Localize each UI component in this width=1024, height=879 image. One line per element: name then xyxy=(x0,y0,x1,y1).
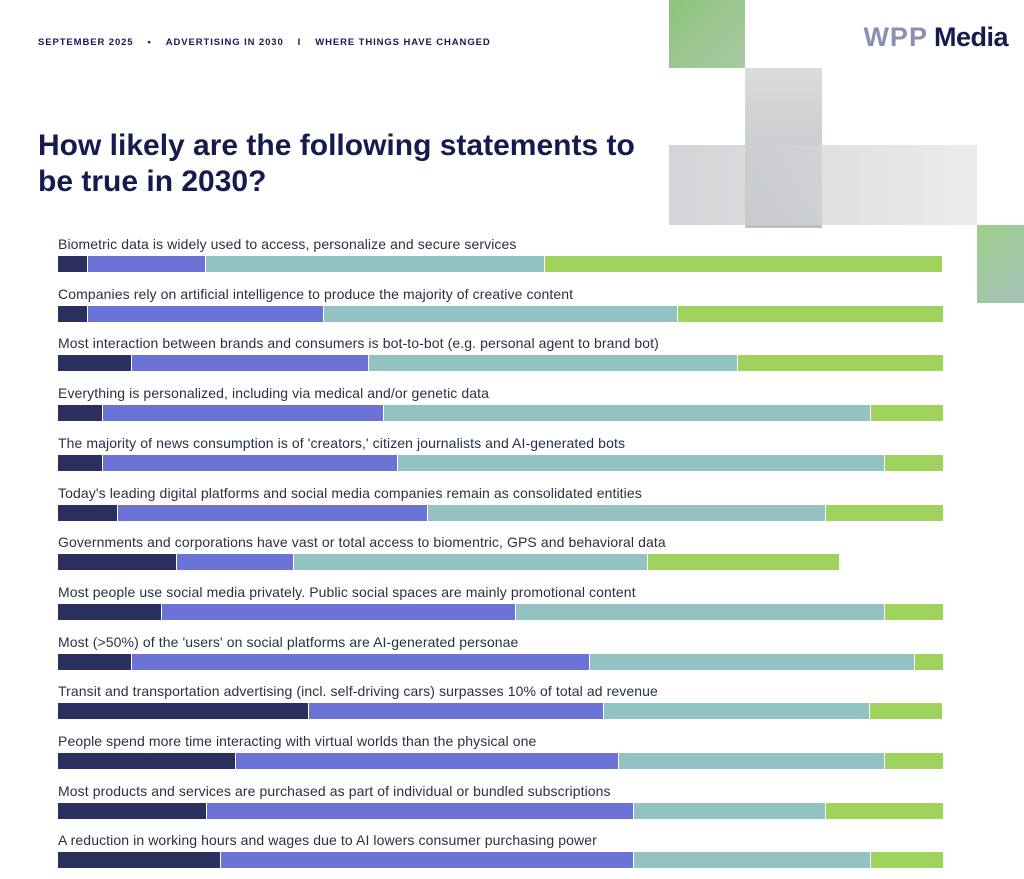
chart-row xyxy=(58,485,943,525)
bar-segment-4 xyxy=(884,604,943,620)
category-label: The majority of news consumption is of 'creators,' citizen journalists and AI-generated bots xyxy=(58,434,626,451)
bar-segment-4 xyxy=(544,256,942,272)
stacked-bar xyxy=(58,753,943,769)
category-label: Companies rely on artificial intelligence to produce the majority of creative content xyxy=(58,285,574,302)
chart-row xyxy=(58,385,943,425)
category-label: Transit and transportation advertising (incl. self-driving cars) surpasses 10% of total ad revenue xyxy=(58,683,658,700)
stacked-bar xyxy=(58,505,943,521)
category-label: Biometric data is widely used to access, personalize and secure services xyxy=(58,236,517,252)
page-title: How likely are the following statements to be true in 2030? xyxy=(38,129,635,198)
chart-row xyxy=(58,435,943,475)
bar-segment-3 xyxy=(383,405,870,421)
category-label: Most interaction between brands and consumers is bot-to-bot (e.g. personal agent to brand bot) xyxy=(58,335,659,352)
bar-segment-2 xyxy=(308,703,603,719)
stacked-bar xyxy=(58,306,943,322)
bar-segment-1 xyxy=(58,604,161,620)
bar-segment-4 xyxy=(677,306,943,322)
chart-row xyxy=(58,286,943,326)
logo-prefix: WPP xyxy=(863,22,928,52)
category-label: Governments and corporations have vast or total access to biomentric, GPS and behavioral data xyxy=(58,534,666,551)
bar-segment-4 xyxy=(825,505,943,521)
bar-segment-1 xyxy=(58,355,131,371)
stacked-bar xyxy=(58,604,943,620)
stacked-bar xyxy=(58,256,943,272)
bar-segment-1 xyxy=(58,654,131,670)
header-bar-separator: I xyxy=(297,37,302,48)
stacked-bar xyxy=(58,554,943,570)
header-report-name: ADVERTISING IN 2030 xyxy=(165,37,284,48)
bar-segment-3 xyxy=(427,505,825,521)
header-section: WHERE THINGS HAVE CHANGED xyxy=(315,37,491,48)
category-label: Most people use social media privately. Public social spaces are mainly promotional content xyxy=(58,583,636,600)
bar-segment-1 xyxy=(58,803,206,819)
header-date: SEPTEMBER 2025 xyxy=(38,37,134,48)
bar-segment-4 xyxy=(870,405,943,421)
category-label: Most (>50%) of the 'users' on social platforms are AI-generated personae xyxy=(58,633,519,650)
bar-segment-2 xyxy=(206,803,633,819)
bar-segment-4 xyxy=(884,753,943,769)
bar-segment-3 xyxy=(633,803,825,819)
bar-segment-2 xyxy=(220,852,633,868)
bar-segment-3 xyxy=(603,703,869,719)
category-label: People spend more time interacting with virtual worlds than the physical one xyxy=(58,733,537,749)
decorative-green-square-top xyxy=(669,0,745,68)
category-label: A reduction in working hours and wages due to AI lowers consumer purchasing power xyxy=(58,832,597,849)
bar-segment-2 xyxy=(131,355,367,371)
decorative-grey-rect-wide xyxy=(669,145,977,225)
bar-segment-3 xyxy=(515,604,884,620)
bar-segment-1 xyxy=(58,505,117,521)
bar-segment-2 xyxy=(102,405,383,421)
report-header xyxy=(38,37,491,48)
bar-segment-1 xyxy=(58,405,102,421)
chart-row xyxy=(58,733,943,773)
chart-row xyxy=(58,584,943,624)
chart-row xyxy=(58,634,943,674)
bar-segment-2 xyxy=(102,455,397,471)
bar-segment-4 xyxy=(647,554,839,570)
bar-segment-1 xyxy=(58,256,87,272)
chart-row xyxy=(58,832,943,872)
bar-segment-3 xyxy=(293,554,647,570)
chart-row xyxy=(58,335,943,375)
stacked-bar xyxy=(58,703,943,719)
bar-segment-3 xyxy=(589,654,914,670)
bar-segment-1 xyxy=(58,306,87,322)
bar-segment-2 xyxy=(161,604,515,620)
bar-segment-2 xyxy=(176,554,294,570)
chart-row xyxy=(58,783,943,823)
bar-segment-4 xyxy=(825,803,943,819)
bar-segment-2 xyxy=(131,654,589,670)
category-label: Today's leading digital platforms and social media companies remain as consolidated entities xyxy=(58,484,642,501)
bar-segment-3 xyxy=(205,256,544,272)
bar-segment-4 xyxy=(869,703,942,719)
stacked-bar xyxy=(58,355,943,371)
chart-row xyxy=(58,683,943,723)
bar-segment-1 xyxy=(58,703,308,719)
stacked-bar xyxy=(58,803,943,819)
bar-segment-1 xyxy=(58,455,102,471)
bar-segment-2 xyxy=(117,505,427,521)
chart-row xyxy=(58,534,943,574)
decorative-green-square-right xyxy=(977,225,1024,303)
bar-segment-3 xyxy=(618,753,884,769)
bar-segment-3 xyxy=(633,852,869,868)
bar-segment-4 xyxy=(737,355,943,371)
bar-segment-2 xyxy=(87,306,323,322)
bar-segment-4 xyxy=(884,455,943,471)
stacked-bar xyxy=(58,654,943,670)
bar-segment-1 xyxy=(58,852,220,868)
bar-segment-4 xyxy=(870,852,943,868)
wpp-media-logo xyxy=(863,22,1008,53)
bar-segment-3 xyxy=(368,355,737,371)
bar-segment-2 xyxy=(235,753,618,769)
chart-row xyxy=(58,236,943,276)
bar-segment-3 xyxy=(323,306,677,322)
bar-segment-4 xyxy=(914,654,943,670)
bar-segment-1 xyxy=(58,554,176,570)
bar-segment-2 xyxy=(87,256,205,272)
stacked-bar xyxy=(58,852,943,868)
logo-name: Media xyxy=(933,22,1008,52)
stacked-bar xyxy=(58,405,943,421)
category-label: Most products and services are purchased as part of individual or bundled subscriptions xyxy=(58,782,611,799)
stacked-bar xyxy=(58,455,943,471)
header-bullet-separator: • xyxy=(147,37,152,48)
bar-segment-3 xyxy=(397,455,884,471)
category-label: Everything is personalized, including via medical and/or genetic data xyxy=(58,385,490,402)
bar-segment-1 xyxy=(58,753,235,769)
